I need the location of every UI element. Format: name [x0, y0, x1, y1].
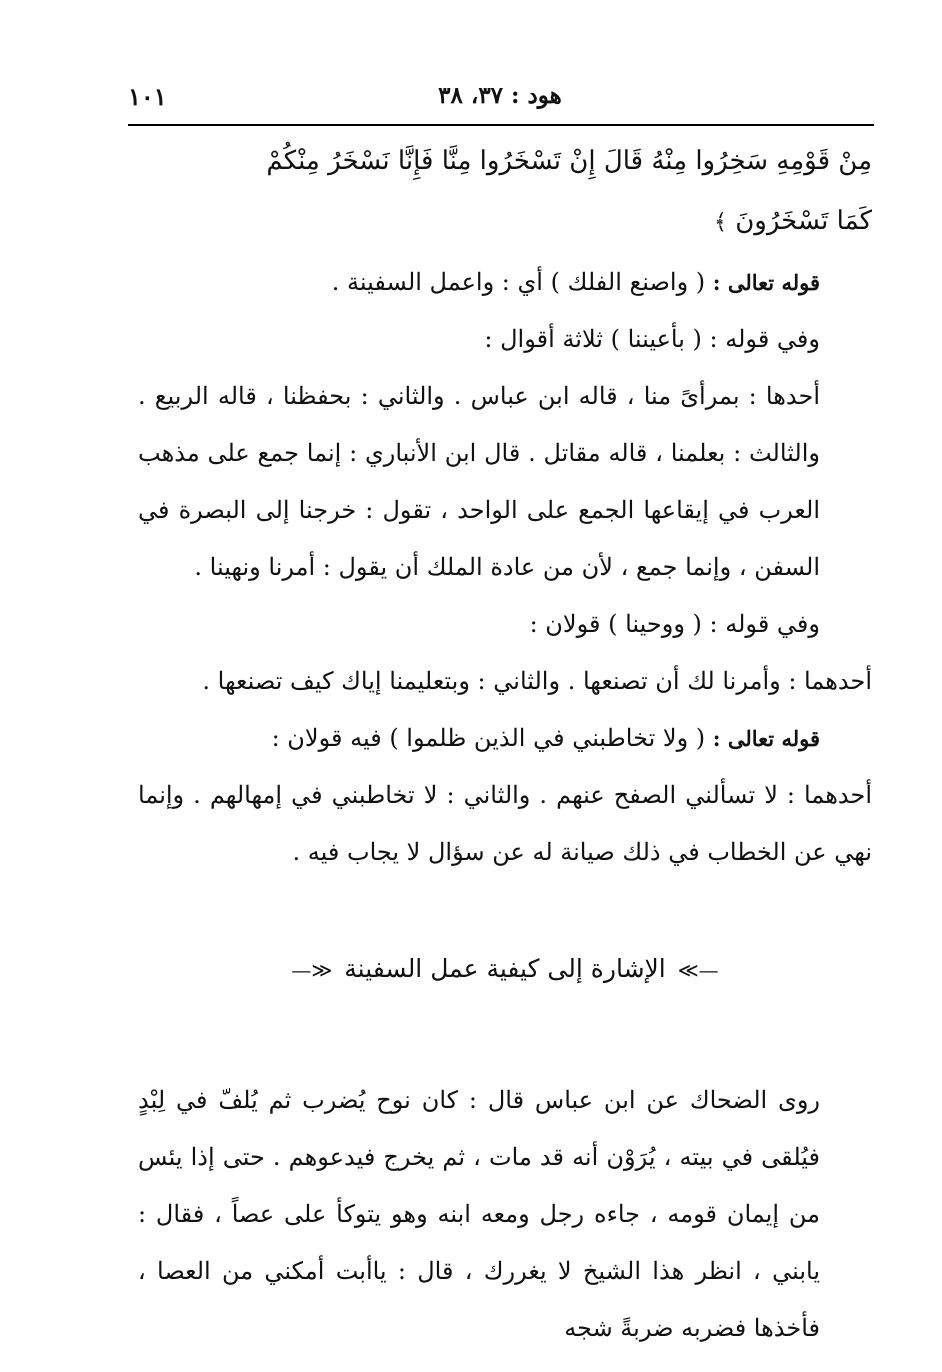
paragraph-5: أحدهما : وأمرنا لك أن تصنعها . والثاني : وبتعليمنا إياك كيف تصنعها . [202, 667, 872, 695]
quran-verse-line-1: مِنْ قَوْمِهِ سَخِرُوا مِنْهُ قَالَ إِنْ تَسْخَرُوا مِنَّا فَإِنَّا نَسْخَرُ مِنْكُمْ [266, 146, 872, 176]
paragraph-6 [138, 710, 872, 767]
paragraph-1-text: ( واصنع الفلك ) أي : واعمل السفينة . [331, 268, 713, 296]
ornament-right: —≫ [677, 958, 719, 982]
paragraph-1-lead: قوله تعالى : [712, 270, 820, 295]
running-title: هود : ٣٧، ٣٨ [438, 82, 562, 109]
paragraph-6-lead: قوله تعالى : [712, 726, 820, 751]
section-heading [138, 940, 872, 999]
paragraph-4: وفي قوله : ( ووحينا ) قولان : [529, 610, 820, 638]
quran-verse-text: كَمَا تَسْخَرُونَ [735, 206, 872, 236]
paragraph-2: وفي قوله : ( بأعيننا ) ثلاثة أقوال : [484, 325, 820, 353]
narration-paragraph: روى الضحاك عن ابن عباس قال : كان نوح يُضرب ثم يُلفّ في لِبْدٍ فيُلقى في بيته ، يُرَوْن أنه قد مات ، ثم يخرج فيدعوهم . حتى إذا يئس من إيمان قومه ، جاءه رجل ومعه ابنه وهو يتوكأ على عصاً ، فقال : يابني ، انظر هذا الشيخ لا يغررك ، قال : ياأبت أمكني من العصا ، فأخذها فضربه ضربةً شجه [138, 1086, 821, 1342]
paragraph-1 [138, 254, 872, 311]
header-rule [128, 124, 874, 126]
paragraph-6-text: ( ولا تخاطبني في الذين ظلموا ) فيه قولان : [271, 724, 713, 752]
verse-end-mark: ﴾ [714, 210, 727, 235]
page-header [128, 82, 872, 122]
ornament-left: ≪— [291, 958, 333, 982]
page-body [138, 132, 872, 1357]
quran-verse-line-2 [138, 192, 872, 252]
paragraph-3: أحدها : بمرأىً منا ، قاله ابن عباس . والثاني : بحفظنا ، قاله الربيع . والثالث : بعلمنا ، قاله مقاتل . قال ابن الأنباري : إنما جمع على مذهب العرب في إيقاعها الجمع على الواحد ، تقول : خرجنا إلى البصرة في السفن ، وإنما جمع ، لأن من عادة الملك أن يقول : أمرنا ونهينا . [138, 382, 820, 581]
section-title: الإشارة إلى كيفية عمل السفينة [344, 954, 666, 983]
page-number: ١٠١ [128, 82, 167, 111]
paragraph-7: أحدهما : لا تسألني الصفح عنهم . والثاني : لا تخاطبني في إمهالهم . وإنما نهي عن الخطاب في ذلك صيانة له عن سؤال لا يجاب فيه . [138, 781, 872, 866]
